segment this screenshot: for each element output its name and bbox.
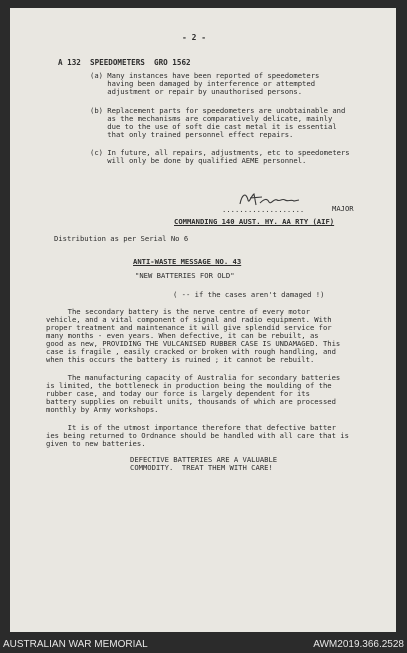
text-line: DEFECTIVE BATTERIES ARE A VALUABLE [130, 455, 278, 464]
text-line: rubber case, and today our force is largely dependent for its [46, 389, 310, 398]
distribution-line: Distribution as per Serial No 6 [54, 234, 189, 243]
text-line: The manufacturing capacity of Australia for secondary batteries [46, 373, 341, 382]
text-line: proper treatment and maintenance it will give splendid service for [46, 323, 332, 332]
text-line: given to new batteries. [46, 439, 146, 448]
message-subtitle: "NEW BATTERIES FOR OLD" [135, 271, 235, 280]
text-line: will only be done by qualified AEME personnel. [90, 156, 307, 165]
text-line: case is fragile , easily cracked or broken with rough handling, and [46, 347, 336, 356]
signature-line: ................... [222, 205, 305, 214]
rank-label: MAJOR [332, 204, 354, 213]
text-line: The secondary battery is the nerve centre of every motor [46, 307, 310, 316]
text-line: many months - even years. When defective, it can be rebuilt, as [46, 331, 319, 340]
text-line: It is of the utmost importance therefore that defective batter [46, 423, 336, 432]
text-line: is limited, the bottleneck in production being the moulding of the [46, 381, 332, 390]
text-line: COMMODITY. TREAT THEM WITH CARE! [130, 463, 273, 472]
message-title: ANTI-WASTE MESSAGE NO. 43 [133, 257, 242, 266]
reference-line: A 132 SPEEDOMETERS GRO 1562 [58, 58, 191, 67]
text-line: ies being returned to Ordnance should be handled with all care that is [46, 431, 349, 440]
text-line: good as new, PROVIDING THE VULCANISED RUBBER CASE IS UNDAMAGED. This [46, 339, 341, 348]
text-line: as the mechanisms are comparatively delicate, mainly [90, 114, 333, 123]
text-line: adjustment or repair by unauthorised persons. [90, 87, 303, 96]
text-line: (c) In future, all repairs, adjustments, etc to speedometers [90, 148, 350, 157]
page-number: - 2 - [182, 33, 207, 42]
text-line: due to the use of soft die cast metal it is essential [90, 122, 337, 131]
text-line: monthly by Army workshops. [46, 405, 159, 414]
text-line: when this occurs the battery is ruined ; it cannot be rebuilt. [46, 355, 315, 364]
archive-footer [0, 638, 407, 653]
text-line: vehicle, and a vital component of signal and radio equipment. With [46, 315, 332, 324]
text-line: (a) Many instances have been reported of speedometers [90, 71, 320, 80]
text-line: (b) Replacement parts for speedometers are unobtainable and [90, 106, 346, 115]
text-line: that only trained personnel effect repairs. [90, 130, 294, 139]
document-page [10, 8, 396, 632]
institution-label: AUSTRALIAN WAR MEMORIAL [3, 639, 148, 650]
catalogue-id: AWM2019.366.2528 [313, 639, 404, 650]
text-line: battery supplies on rebuilt units, thousands of which are processed [46, 397, 336, 406]
text-line: having been damaged by interference or attempted [90, 79, 316, 88]
commanding-line: COMMANDING 140 AUST. HY. AA RTY (AIF) [174, 217, 335, 226]
message-note: ( -- if the cases aren't damaged !) [173, 290, 325, 299]
